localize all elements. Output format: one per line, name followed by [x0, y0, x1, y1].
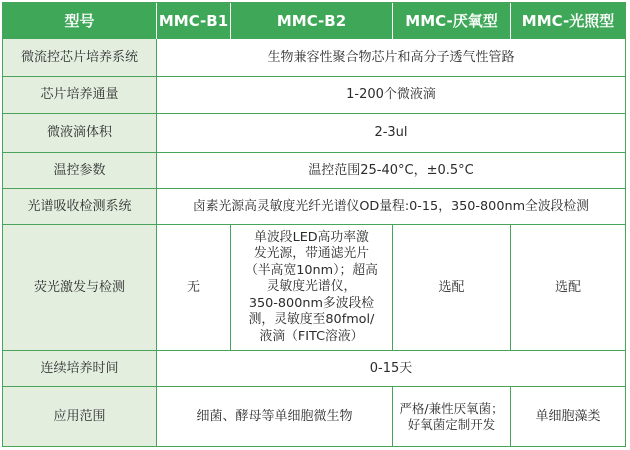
- row-value-duration: 0-15天: [157, 351, 625, 387]
- applications-b1-b2: 细菌、酵母等单细胞微生物: [157, 387, 393, 446]
- fluorescence-b2-line: 灵敏度光谱仪，: [266, 279, 357, 295]
- row-label-duration: 连续培养时间: [3, 351, 157, 387]
- header-mmc-b1: MMC-B1: [157, 3, 231, 39]
- header-mmc-light: MMC-光照型: [511, 3, 625, 39]
- fluorescence-b2-line: 350-800nm多波段检: [248, 295, 375, 311]
- row-label-temperature: 温控参数: [3, 153, 157, 189]
- fluorescence-b2-line: 发光源，带通滤光片: [253, 246, 370, 262]
- fluorescence-b1: 无: [157, 225, 231, 351]
- fluorescence-b2-line: 液滴（FITC溶液）: [259, 328, 364, 344]
- spec-table: [2, 2, 626, 447]
- row-label-volume: 微液滴体积: [3, 114, 157, 153]
- row-value-throughput: 1-200个微液滴: [157, 77, 625, 114]
- header-model: 型号: [3, 3, 157, 39]
- row-value-spectroscopy: 卤素光源高灵敏度光纤光谱仪OD量程:0-15，350-800nm全波段检测: [157, 189, 625, 225]
- fluorescence-light: 选配: [511, 225, 625, 351]
- row-value-volume: 2-3ul: [157, 114, 625, 153]
- header-mmc-anaerobic: MMC-厌氧型: [393, 3, 511, 39]
- fluorescence-b2-line: 测，灵敏度至80fmol/: [248, 312, 375, 328]
- row-label-system: 微流控芯片培养系统: [3, 39, 157, 77]
- row-label-throughput: 芯片培养通量: [3, 77, 157, 114]
- applications-anaerobic: [393, 387, 511, 446]
- header-mmc-b2: MMC-B2: [231, 3, 393, 39]
- fluorescence-b2: [231, 225, 393, 351]
- applications-light: 单细胞藻类: [511, 387, 625, 446]
- row-value-temperature: 温控范围25-40°C，±0.5°C: [157, 153, 625, 189]
- applications-anaerobic-line: 好氧菌定制开发: [407, 416, 496, 432]
- row-label-applications: 应用范围: [3, 387, 157, 446]
- fluorescence-b2-line: （半高宽10nm）；超高: [245, 262, 378, 278]
- applications-anaerobic-line: 严格/兼性厌氧菌；: [399, 400, 504, 416]
- row-label-spectroscopy: 光谱吸收检测系统: [3, 189, 157, 225]
- fluorescence-b2-line: 单波段LED高功率激: [254, 229, 369, 245]
- row-value-system: 生物兼容性聚合物芯片和高分子透气性管路: [157, 39, 625, 77]
- row-label-fluorescence: 荧光激发与检测: [3, 225, 157, 351]
- fluorescence-anaerobic: 选配: [393, 225, 511, 351]
